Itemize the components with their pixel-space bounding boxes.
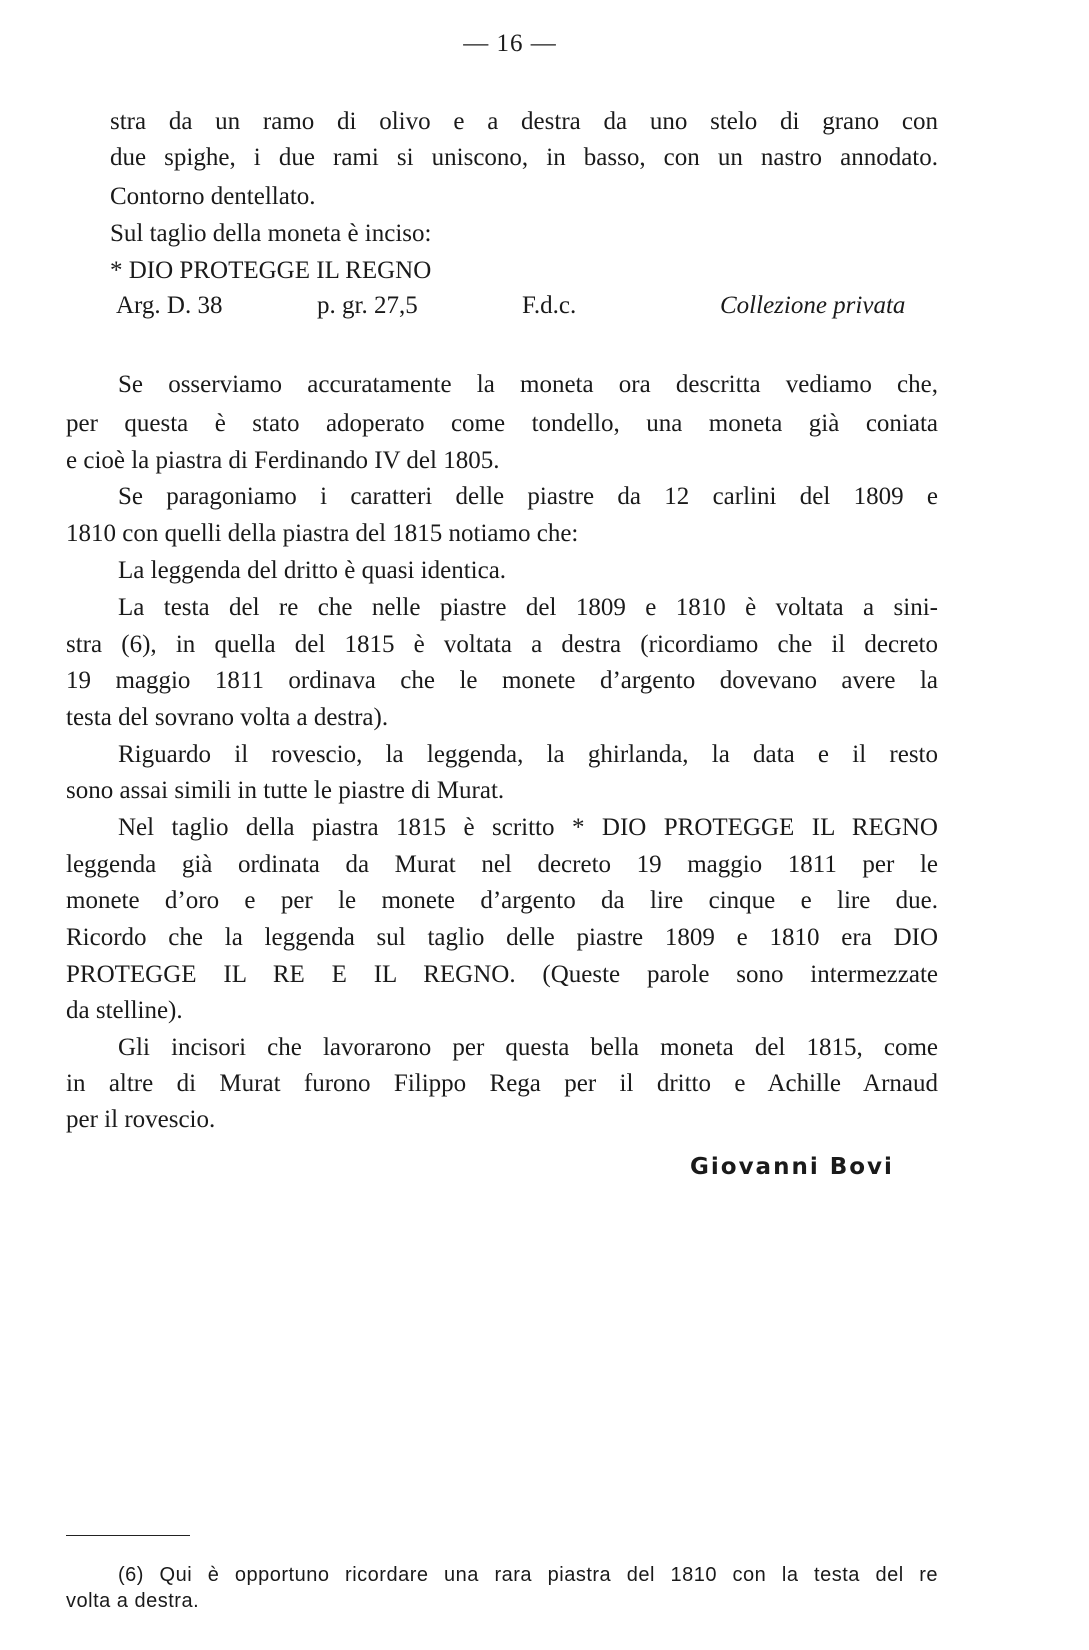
author-signature: Giovanni Bovi (690, 1154, 894, 1180)
text-line: per questa è stato adoperato come tondello, una moneta già coniata (66, 410, 938, 437)
text-line: Se paragoniamo i caratteri delle piastre da 12 carlini del 1809 e (118, 483, 938, 510)
text-line: per il rovescio. (66, 1106, 216, 1133)
text-line: 1810 con quelli della piastra del 1815 notiamo che: (66, 520, 579, 547)
text-line: Contorno dentellato. (110, 183, 316, 210)
text-line: in altre di Murat furono Filippo Rega per il dritto e Achille Arnaud (66, 1070, 938, 1097)
footnote-line: (6) Qui è opportuno ricordare una rara piastra del 1810 con la testa del re (118, 1564, 938, 1586)
text-line: La testa del re che nelle piastre del 1809 e 1810 è voltata a sini- (118, 594, 938, 621)
text-line: da stelline). (66, 997, 183, 1024)
weight: p. gr. 27,5 (317, 292, 418, 319)
text-line: Gli incisori che lavorarono per questa bella moneta del 1815, come (118, 1034, 938, 1061)
text-line: Riguardo il rovescio, la leggenda, la ghirlanda, la data e il resto (118, 741, 938, 768)
text-line: monete d’oro e per le monete d’argento da lire cinque e lire due. (66, 887, 938, 914)
text-line: Nel taglio della piastra 1815 è scritto * DIO PROTEGGE IL REGNO (118, 814, 938, 841)
text-line: sono assai simili in tutte le piastre di Murat. (66, 777, 505, 804)
page-number: — 16 — (463, 30, 557, 57)
text-line: Ricordo che la leggenda sul taglio delle piastre 1809 e 1810 era DIO (66, 924, 938, 951)
footnote-divider (66, 1535, 190, 1536)
text-line: leggenda già ordinata da Murat nel decreto 19 maggio 1811 per le (66, 851, 938, 878)
text-line: e cioè la piastra di Ferdinando IV del 1805. (66, 447, 500, 474)
collection: Collezione privata (720, 292, 906, 319)
text-line: testa del sovrano volta a destra). (66, 704, 389, 731)
text-line: Sul taglio della moneta è inciso: (110, 220, 432, 247)
metal-diameter: Arg. D. 38 (116, 292, 223, 319)
text-line: Se osserviamo accuratamente la moneta ora descritta vediamo che, (118, 371, 938, 398)
text-line: PROTEGGE IL RE E IL REGNO. (Queste parole sono intermezzate (66, 961, 938, 988)
coin-specs (110, 292, 938, 322)
text-line: stra da un ramo di olivo e a destra da uno stelo di grano con (110, 108, 938, 135)
text-line: stra (6), in quella del 1815 è voltata a destra (ricordiamo che il decreto (66, 631, 938, 658)
grade: F.d.c. (522, 292, 577, 319)
text-line: 19 maggio 1811 ordinava che le monete d’argento dovevano avere la (66, 667, 938, 694)
edge-inscription: * DIO PROTEGGE IL REGNO (110, 257, 432, 284)
footnote-line: volta a destra. (66, 1590, 200, 1612)
text-line: La leggenda del dritto è quasi identica. (118, 557, 507, 584)
text-line: due spighe, i due rami si uniscono, in basso, con un nastro annodato. (110, 144, 938, 171)
